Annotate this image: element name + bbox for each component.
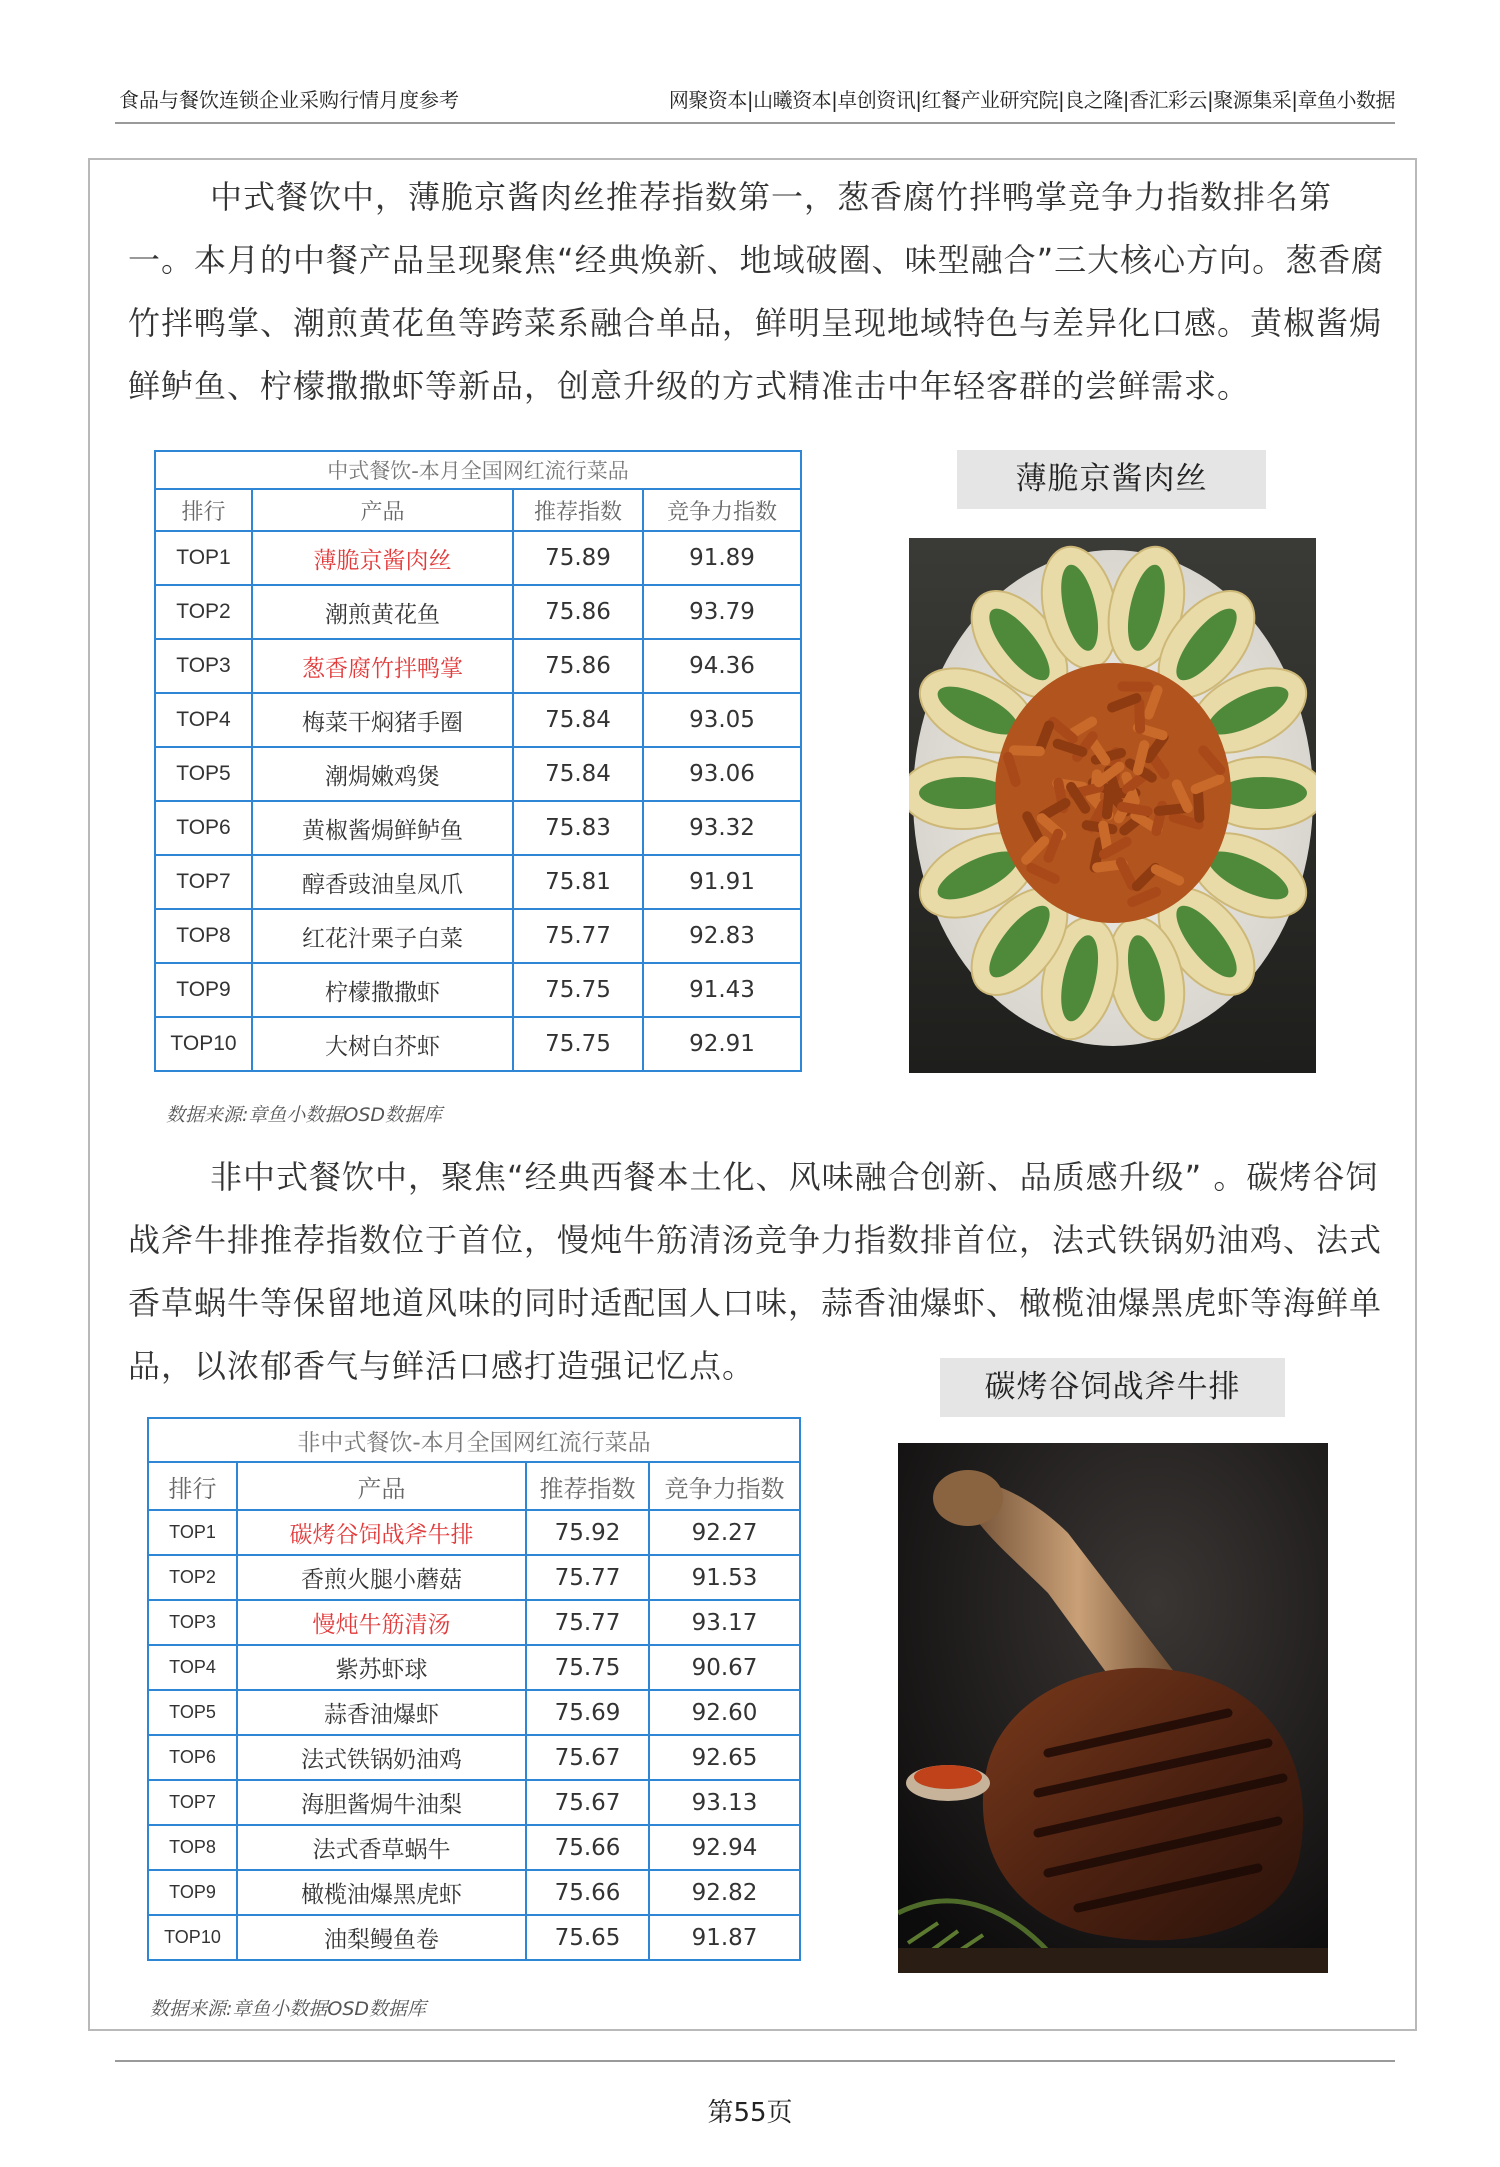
product-cell: 慢炖牛筋清汤 (237, 1600, 526, 1645)
table-row (148, 1735, 800, 1780)
rank-cell: TOP3 (155, 639, 252, 693)
featured-dish-label: 薄脆京酱肉丝 (957, 450, 1266, 509)
western-cuisine-paragraph: 非中式餐饮中，聚焦“经典西餐本土化、风味融合创新、品质感升级” 。碳烤谷饲战斧牛排推荐指数位于首位，慢炖牛筋清汤竞争力指数排首位，法式铁锅奶油鸡、法式香草蜗牛等保留地道风味的同时适配国人口味，蒜香油爆虾、橄榄油爆黑虎虾等海鲜单品，以浓郁香气与鲜活口感打造强记忆点。 (128, 1158, 1383, 1385)
product-cell: 红花汁栗子白菜 (252, 909, 513, 963)
table-row (148, 1645, 800, 1690)
table-row (155, 801, 801, 855)
product-cell: 法式铁锅奶油鸡 (237, 1735, 526, 1780)
rank-cell: TOP4 (155, 693, 252, 747)
competitiveness-index-cell: 92.82 (649, 1870, 800, 1915)
header-competitiveness-index: 竞争力指数 (649, 1462, 800, 1510)
recommend-index-cell: 75.83 (513, 801, 643, 855)
chinese-cuisine-paragraph: 中式餐饮中，薄脆京酱肉丝推荐指数第一，葱香腐竹拌鸭掌竞争力指数排名第一。本月的中餐产品呈现聚焦“经典焕新、地域破圈、味型融合”三大核心方向。葱香腐竹拌鸭掌、潮煎黄花鱼等跨菜系融合单品，鲜明呈现地域特色与差异化口感。黄椒酱焗鲜鲈鱼、柠檬撒撒虾等新品，创意升级的方式精准击中年轻客群的尝鲜需求。 (128, 178, 1385, 405)
rank-cell: TOP10 (155, 1017, 252, 1071)
table-row (148, 1870, 800, 1915)
header-rank: 排行 (148, 1462, 237, 1510)
recommend-index-cell: 75.66 (526, 1870, 649, 1915)
rank-cell: TOP1 (155, 531, 252, 585)
rank-cell: TOP9 (155, 963, 252, 1017)
recommend-index-cell: 75.92 (526, 1510, 649, 1555)
header-product: 产品 (237, 1462, 526, 1510)
rank-cell: TOP4 (148, 1645, 237, 1690)
recommend-index-cell: 75.75 (513, 963, 643, 1017)
table-row (155, 963, 801, 1017)
recommend-index-cell: 75.75 (513, 1017, 643, 1071)
header-recommend-index: 推荐指数 (513, 489, 643, 531)
product-cell: 香煎火腿小蘑菇 (237, 1555, 526, 1600)
rank-cell: TOP5 (155, 747, 252, 801)
product-cell: 潮煎黄花鱼 (252, 585, 513, 639)
header-competitiveness-index: 竞争力指数 (643, 489, 801, 531)
product-cell: 醇香豉油皇凤爪 (252, 855, 513, 909)
product-cell: 黄椒酱焗鲜鲈鱼 (252, 801, 513, 855)
product-cell: 薄脆京酱肉丝 (252, 531, 513, 585)
table-title: 非中式餐饮-本月全国网红流行菜品 (148, 1418, 800, 1462)
jingjiang-pork-photo (909, 538, 1316, 1073)
rank-cell: TOP3 (148, 1600, 237, 1645)
table-row (148, 1825, 800, 1870)
recommend-index-cell: 75.84 (513, 693, 643, 747)
competitiveness-index-cell: 92.91 (643, 1017, 801, 1071)
recommend-index-cell: 75.65 (526, 1915, 649, 1960)
recommend-index-cell: 75.86 (513, 639, 643, 693)
table-row (148, 1555, 800, 1600)
rank-cell: TOP5 (148, 1690, 237, 1735)
product-cell: 潮焗嫩鸡煲 (252, 747, 513, 801)
recommend-index-cell: 75.66 (526, 1825, 649, 1870)
competitiveness-index-cell: 93.05 (643, 693, 801, 747)
table-row (148, 1690, 800, 1735)
table-row (155, 693, 801, 747)
recommend-index-cell: 75.89 (513, 531, 643, 585)
competitiveness-index-cell: 94.36 (643, 639, 801, 693)
footer-divider (115, 2060, 1395, 2062)
table-row (155, 1017, 801, 1071)
table-row (148, 1600, 800, 1645)
product-cell: 大树白芥虾 (252, 1017, 513, 1071)
competitiveness-index-cell: 93.32 (643, 801, 801, 855)
recommend-index-cell: 75.77 (513, 909, 643, 963)
rank-cell: TOP1 (148, 1510, 237, 1555)
page-number: 第55页 (707, 2098, 793, 2128)
recommend-index-cell: 75.77 (526, 1555, 649, 1600)
rank-cell: TOP6 (155, 801, 252, 855)
competitiveness-index-cell: 91.53 (649, 1555, 800, 1600)
product-cell: 柠檬撒撒虾 (252, 963, 513, 1017)
recommend-index-cell: 75.67 (526, 1735, 649, 1780)
competitiveness-index-cell: 92.83 (643, 909, 801, 963)
product-cell: 梅菜干焖猪手圈 (252, 693, 513, 747)
recommend-index-cell: 75.75 (526, 1645, 649, 1690)
competitiveness-index-cell: 90.67 (649, 1645, 800, 1690)
product-cell: 海胆酱焗牛油梨 (237, 1780, 526, 1825)
chinese-cuisine-table (154, 450, 802, 1072)
competitiveness-index-cell: 91.89 (643, 531, 801, 585)
header-product: 产品 (252, 489, 513, 531)
competitiveness-index-cell: 93.17 (649, 1600, 800, 1645)
competitiveness-index-cell: 92.65 (649, 1735, 800, 1780)
recommend-index-cell: 75.69 (526, 1690, 649, 1735)
recommend-index-cell: 75.84 (513, 747, 643, 801)
rank-cell: TOP2 (148, 1555, 237, 1600)
rank-cell: TOP9 (148, 1870, 237, 1915)
tomahawk-steak-photo (898, 1443, 1328, 1973)
data-source-note: 数据来源:章鱼小数据OSD数据库 (166, 1104, 443, 1126)
table-row (155, 855, 801, 909)
recommend-index-cell: 75.86 (513, 585, 643, 639)
rank-cell: TOP7 (148, 1780, 237, 1825)
rank-cell: TOP7 (155, 855, 252, 909)
rank-cell: TOP6 (148, 1735, 237, 1780)
rank-cell: TOP8 (148, 1825, 237, 1870)
header-recommend-index: 推荐指数 (526, 1462, 649, 1510)
page-header (115, 84, 1395, 124)
competitiveness-index-cell: 91.87 (649, 1915, 800, 1960)
competitiveness-index-cell: 91.43 (643, 963, 801, 1017)
competitiveness-index-cell: 92.27 (649, 1510, 800, 1555)
header-sources: 网聚资本|山曦资本|卓创资讯|红餐产业研究院|良之隆|香汇彩云|聚源集采|章鱼小数据 (668, 88, 1395, 112)
recommend-index-cell: 75.81 (513, 855, 643, 909)
competitiveness-index-cell: 93.06 (643, 747, 801, 801)
recommend-index-cell: 75.67 (526, 1780, 649, 1825)
header-rank: 排行 (155, 489, 252, 531)
table-row (155, 531, 801, 585)
product-cell: 蒜香油爆虾 (237, 1690, 526, 1735)
header-title: 食品与餐饮连锁企业采购行情月度参考 (119, 88, 459, 112)
product-cell: 油梨鳗鱼卷 (237, 1915, 526, 1960)
product-cell: 碳烤谷饲战斧牛排 (237, 1510, 526, 1555)
table-row (148, 1915, 800, 1960)
table-row (155, 639, 801, 693)
competitiveness-index-cell: 93.79 (643, 585, 801, 639)
data-source-note: 数据来源:章鱼小数据OSD数据库 (150, 1998, 427, 2020)
table-title: 中式餐饮-本月全国网红流行菜品 (155, 451, 801, 489)
competitiveness-index-cell: 91.91 (643, 855, 801, 909)
rank-cell: TOP10 (148, 1915, 237, 1960)
rank-cell: TOP8 (155, 909, 252, 963)
rank-cell: TOP2 (155, 585, 252, 639)
table-row (155, 747, 801, 801)
product-cell: 葱香腐竹拌鸭掌 (252, 639, 513, 693)
recommend-index-cell: 75.77 (526, 1600, 649, 1645)
table-row (148, 1510, 800, 1555)
table-row (155, 585, 801, 639)
table-row (148, 1780, 800, 1825)
competitiveness-index-cell: 92.60 (649, 1690, 800, 1735)
western-cuisine-table (147, 1417, 801, 1961)
product-cell: 紫苏虾球 (237, 1645, 526, 1690)
product-cell: 橄榄油爆黑虎虾 (237, 1870, 526, 1915)
featured-dish-label: 碳烤谷饲战斧牛排 (940, 1358, 1285, 1417)
competitiveness-index-cell: 92.94 (649, 1825, 800, 1870)
competitiveness-index-cell: 93.13 (649, 1780, 800, 1825)
product-cell: 法式香草蜗牛 (237, 1825, 526, 1870)
table-row (155, 909, 801, 963)
